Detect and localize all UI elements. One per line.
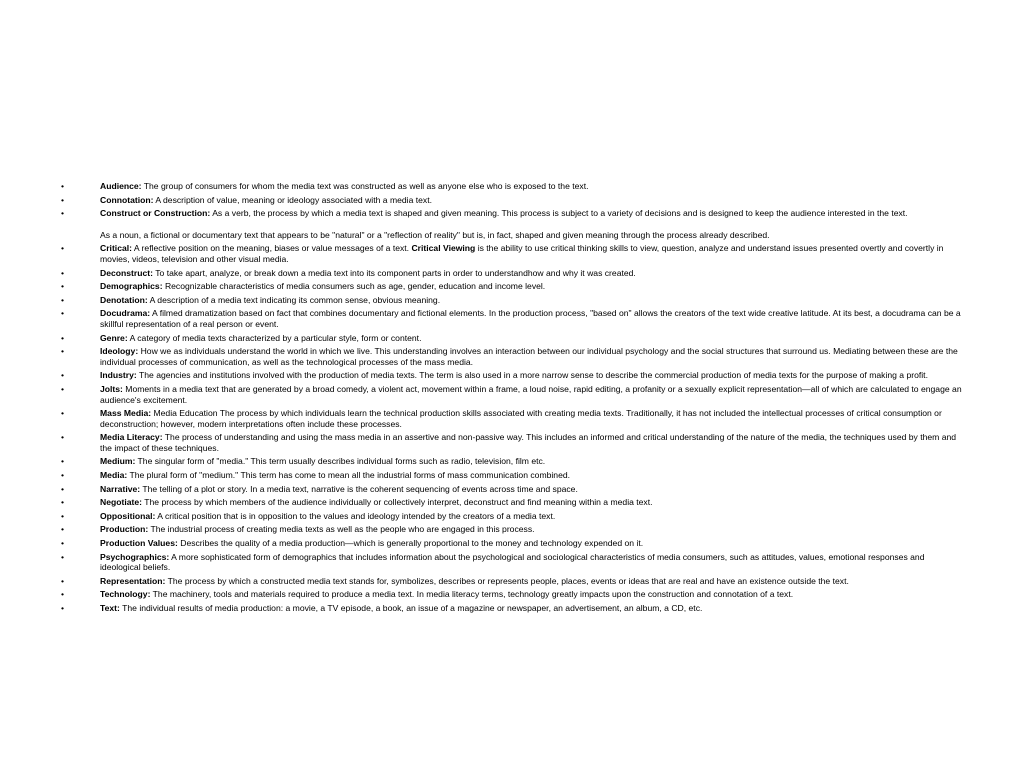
bullet-icon: • (61, 243, 65, 254)
bullet-icon: • (61, 483, 65, 494)
entry-term: Text: (100, 603, 120, 613)
bullet-icon: • (61, 332, 65, 343)
entry-definition: A reflective position on the meaning, biases or value messages of a text. (132, 243, 412, 254)
glossary-entry (0, 243, 1024, 264)
entry-term: Production: (100, 524, 149, 535)
bullet-icon: • (61, 603, 65, 613)
entry-term: Medium: (100, 456, 136, 467)
entry-term: Demographics: (100, 281, 163, 292)
entry-subterm: Critical Viewing (411, 243, 476, 254)
entry-definition: How we as individuals understand the world in which we live. This understanding involves an interaction between our individual psychology and the social structures that surround us. Mediating between these are the individual processes of communication, as well as the technological processes of the mass media. (100, 346, 958, 367)
entry-definition: Recognizable characteristics of media consumers such as age, gender, education and income level. (162, 281, 546, 292)
entry-term: Technology: (100, 589, 151, 600)
entry-term: Media: (100, 470, 128, 481)
entry-definition: The telling of a plot or story. In a media text, narrative is the coherent sequencing of events across time and space. (140, 483, 578, 494)
bullet-icon: • (61, 294, 65, 305)
entry-definition: A critical position that is in opposition to the values and ideology intended by the creators of a media text. (155, 510, 556, 521)
entry-definition: The industrial process of creating media texts as well as the people who are engaged in this process. (148, 524, 535, 535)
bullet-icon: • (61, 524, 65, 535)
entry-definition: The process by which a constructed media text stands for, symbolizes, describes or represents people, places, events or ideas that are real and have an existence outside the text. (165, 575, 849, 586)
entry-definition: A more sophisticated form of demographics that includes information about the psychological and sociological characteristics of media consumers, such as attitudes, values, emotional responses and ideological beliefs. (100, 551, 925, 573)
bullet-icon: • (61, 470, 65, 481)
bullet-icon: • (61, 194, 65, 205)
glossary-entry (0, 511, 1024, 522)
entry-term: Connotation: (100, 194, 154, 205)
entry-definition: A category of media texts characterized by a particular style, form or content. (127, 332, 422, 343)
bullet-icon: • (61, 408, 65, 419)
entry-term: Media Literacy: (100, 432, 163, 443)
glossary-entry (0, 181, 1024, 192)
entry-term: Psychographics: (100, 551, 170, 562)
glossary-entry (0, 456, 1024, 467)
glossary-entry (0, 408, 1024, 429)
bullet-icon: • (61, 370, 65, 381)
entry-term: Ideology: (100, 346, 139, 357)
entry-term: Denotation: (100, 294, 148, 305)
entry-definition: The singular form of "media." This term usually describes individual forms such as radio, television, film etc. (135, 456, 546, 467)
entry-definition: A description of value, meaning or ideology associated with a media text. (153, 194, 432, 205)
bullet-icon: • (61, 281, 65, 292)
bullet-icon: • (61, 181, 65, 191)
entry-definition: The machinery, tools and materials required to produce a media text. In media literacy terms, technology greatly impacts upon the construction and connotation of a text. (150, 589, 794, 600)
entry-subdefinition: is the ability to use critical thinking skills to view, question, analyze and understand issues presented overtly and covertly in movies, videos, television and other visual media. (100, 243, 944, 264)
entry-term: Critical: (100, 243, 132, 254)
bullet-icon: • (61, 456, 65, 467)
entry-definition: The process by which members of the audience individually or collectively interpret, deconstruct and find meaning within a media text. (142, 497, 653, 508)
bullet-icon: • (61, 308, 65, 319)
glossary-entry (0, 497, 1024, 508)
entry-definition: A description of a media text indicating its common sense, obvious meaning. (147, 294, 441, 305)
entry-definition: Media Education The process by which individuals learn the technical production skills associated with creating media texts. Traditionally, it has not included the intellectual processes of critical consumption or deconstruction; however, modern interpretations often include these processes. (100, 408, 942, 429)
entry-definition: Moments in a media text that are generated by a broad comedy, a violent act, movement within a frame, a loud noise, rapid editing, a profanity or a sexually explicit representation—all of which are calculated to engage an audience's excitement. (100, 383, 962, 405)
glossary-entry (0, 576, 1024, 587)
glossary-entry (0, 295, 1024, 306)
bullet-icon: • (61, 432, 65, 443)
entry-extra-paragraph: As a noun, a fictional or documentary text that appears to be "natural" or a "reflection of reality" but is, in fact, shaped and given meaning through the process already described. (100, 229, 770, 240)
glossary-entry (0, 384, 1024, 405)
glossary-entry (0, 308, 1024, 329)
entry-term: Deconstruct: (100, 267, 154, 278)
entry-definition: The process of understanding and using the mass media in an assertive and non-passive way. This includes an informed and critical understanding of the nature of the media, the techniques used by them and the impact of these techniques. (100, 432, 957, 453)
glossary-entry (0, 346, 1024, 367)
glossary-entry (0, 268, 1024, 279)
bullet-icon: • (61, 267, 65, 278)
glossary-entry (0, 589, 1024, 600)
entry-term: Docudrama: (100, 308, 151, 319)
entry-term: Negotiate: (100, 497, 143, 508)
entry-definition: The group of consumers for whom the media text was constructed as well as anyone else who is exposed to the text. (141, 181, 589, 191)
bullet-icon: • (61, 383, 65, 394)
glossary-list (0, 181, 1024, 617)
entry-definition: Describes the quality of a media production—which is generally proportional to the money and technology expended on it. (177, 538, 644, 549)
entry-definition: The plural form of "medium." This term has come to mean all the industrial forms of mass communication combined. (127, 470, 571, 481)
entry-term: Oppositional: (100, 510, 156, 521)
glossary-entry (0, 432, 1024, 453)
entry-definition: A filmed dramatization based on fact that combines documentary and fictional elements. In the production process, "based on" allows the creators of the text wide creative latitude. At its best, a docudrama can be a skillful representation of a real person or event. (100, 308, 961, 329)
glossary-entry (0, 538, 1024, 549)
entry-definition: The individual results of media production: a movie, a TV episode, a book, an issue of a magazine or newspaper, an advertisement, an album, a CD, etc. (119, 603, 703, 613)
glossary-entry (0, 195, 1024, 206)
entry-term: Mass Media: (100, 408, 152, 419)
entry-term: Jolts: (100, 383, 123, 394)
bullet-icon: • (61, 589, 65, 600)
glossary-entry (0, 370, 1024, 381)
glossary-entry (0, 603, 1024, 614)
glossary-entry (0, 524, 1024, 535)
bullet-icon: • (61, 538, 65, 549)
bullet-icon: • (61, 208, 65, 219)
glossary-entry (0, 208, 1024, 240)
bullet-icon: • (61, 497, 65, 508)
entry-term: Narrative: (100, 483, 141, 494)
bullet-icon: • (61, 346, 65, 357)
glossary-entry (0, 333, 1024, 344)
glossary-entry (0, 470, 1024, 481)
entry-definition: As a verb, the process by which a media text is shaped and given meaning. This process is subject to a variety of decisions and is designed to keep the audience interested in the text. (210, 208, 908, 219)
glossary-entry (0, 552, 1024, 573)
entry-term: Industry: (100, 370, 137, 381)
entry-term: Representation: (100, 575, 166, 586)
glossary-entry (0, 484, 1024, 495)
entry-definition: To take apart, analyze, or break down a media text into its component parts in order to understandhow and why it was created. (153, 267, 636, 278)
bullet-icon: • (61, 575, 65, 586)
entry-term: Audience: (100, 181, 142, 191)
entry-term: Genre: (100, 332, 128, 343)
bullet-icon: • (61, 510, 65, 521)
entry-definition: The agencies and institutions involved with the production of media texts. The term is also used in a more narrow sense to describe the commercial production of media texts for the purpose of making a profit. (136, 370, 928, 381)
entry-term: Construct or Construction: (100, 208, 211, 219)
entry-term: Production Values: (100, 538, 178, 549)
glossary-entry (0, 281, 1024, 292)
bullet-icon: • (61, 551, 65, 562)
